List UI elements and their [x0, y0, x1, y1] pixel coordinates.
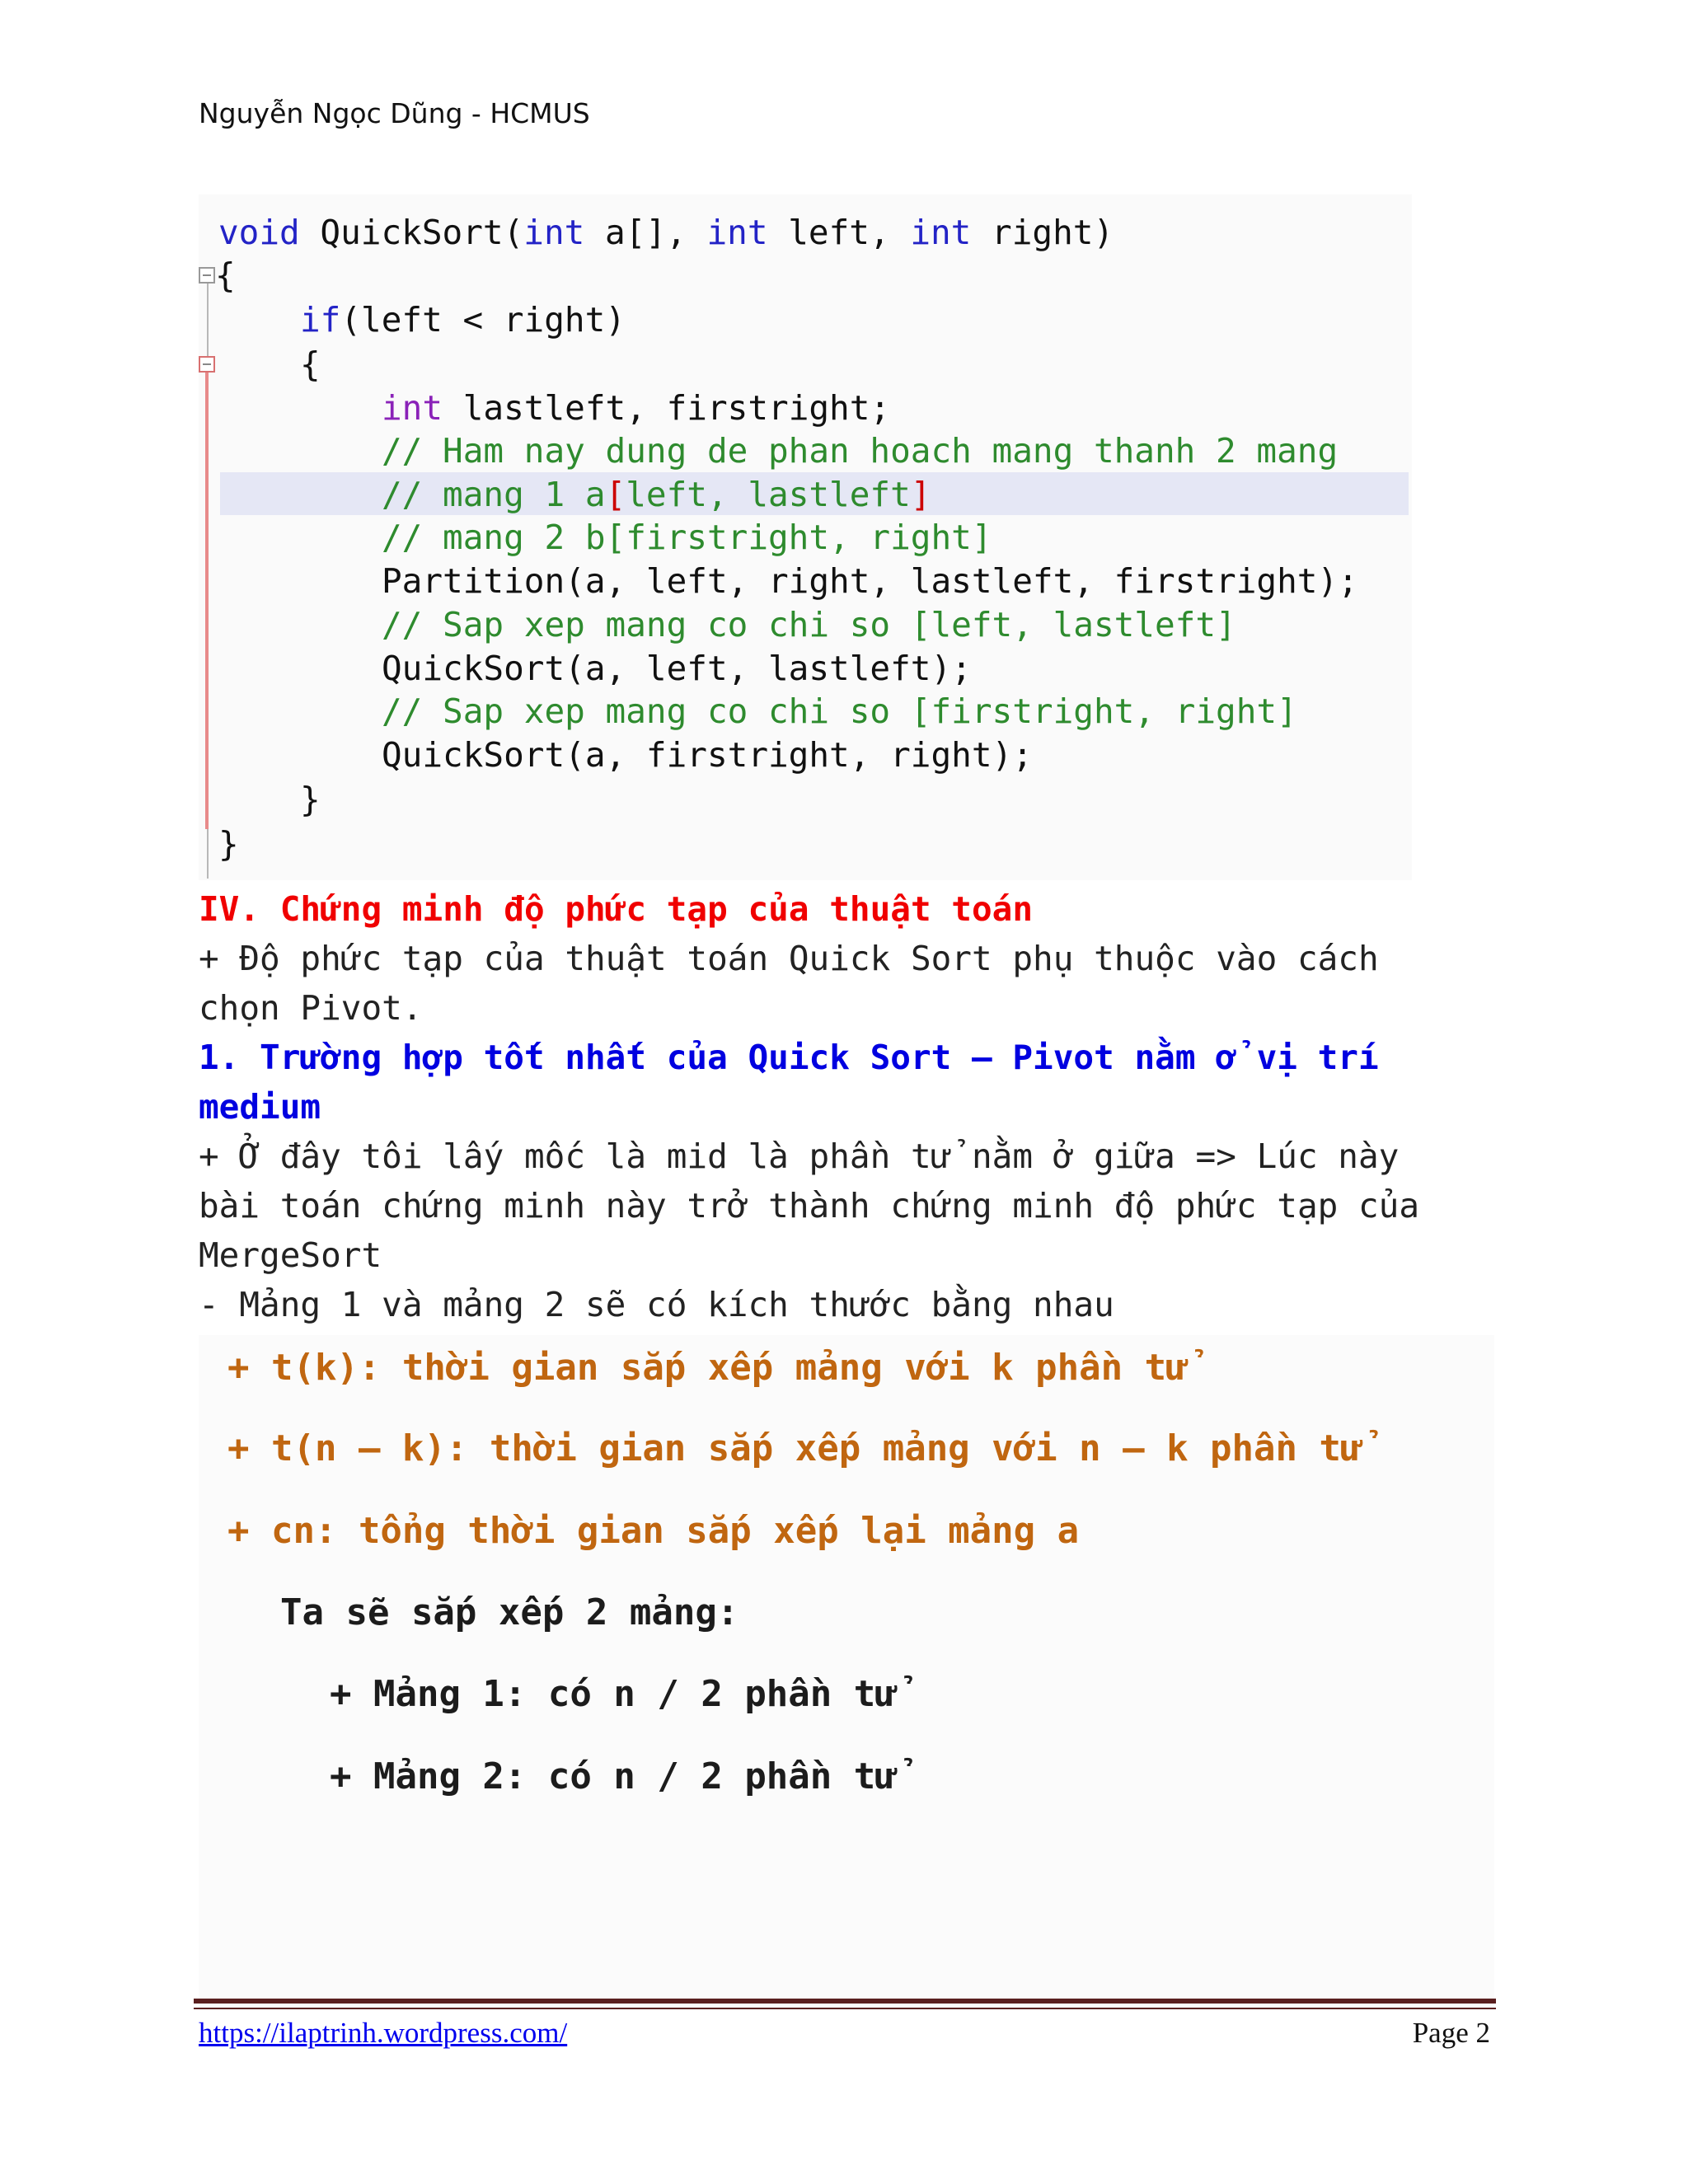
code-line-7: // mang 1 a[left, lastleft] [382, 475, 931, 514]
notes-line: Ta sẽ sắp xếp 2 mảng: [280, 1591, 739, 1633]
paragraph-line: bài toán chứng minh này trở thành chứng minh độ phức tạp của [199, 1186, 1420, 1226]
code-line-6: // Ham nay dung de phan hoach mang thanh 2 mang [382, 431, 1339, 471]
subsection-heading-1: 1. Trường hợp tốt nhất của Quick Sort – Pivot nằm ở vị trí [199, 1038, 1379, 1077]
embedded-notes-image [199, 1335, 1494, 2011]
code-line-11: QuickSort(a, left, lastleft); [382, 649, 972, 688]
fold-collapse-icon[interactable] [199, 356, 215, 373]
notes-line: + Mảng 2: có n / 2 phần tử [330, 1755, 898, 1797]
gutter-line [207, 829, 209, 879]
notes-line: + Mảng 1: có n / 2 phần tử [330, 1673, 898, 1715]
change-bar [205, 359, 209, 829]
footer-divider [194, 1999, 1496, 2004]
notes-line: + t(n – k): thời gian sắp xếp mảng với n – k phần tử [227, 1427, 1363, 1469]
code-line-2: { [215, 255, 236, 295]
fold-collapse-icon[interactable] [199, 267, 215, 284]
section-heading-iv: IV. Chứng minh độ phức tạp của thuật toán [199, 889, 1034, 929]
code-line-5: int lastleft, firstright; [382, 388, 891, 428]
code-line-8: // mang 2 b[firstright, right] [382, 518, 992, 557]
footer-divider [194, 2008, 1496, 2009]
code-line-15: } [218, 824, 239, 864]
paragraph-line: MergeSort [199, 1235, 382, 1275]
notes-line: + t(k): thời gian sắp xếp mảng với k phần tử [227, 1347, 1189, 1389]
code-line-12: // Sap xep mang co chi so [firstright, right] [382, 691, 1297, 731]
notes-line: + cn: tổng thời gian sắp xếp lại mảng a [227, 1510, 1080, 1552]
code-line-10: // Sap xep mang co chi so [left, lastleft] [382, 605, 1236, 644]
paragraph-line: chọn Pivot. [199, 988, 423, 1028]
code-screenshot [199, 194, 1412, 880]
subsection-heading-1-cont: medium [199, 1087, 321, 1127]
footer-website-link[interactable]: https://ilaptrinh.wordpress.com/ [199, 2017, 568, 2049]
paragraph-line: + Độ phức tạp của thuật toán Quick Sort phụ thuộc vào cách [199, 939, 1379, 978]
code-line-9: Partition(a, left, right, lastleft, firstright); [382, 561, 1358, 601]
paragraph-line: - Mảng 1 và mảng 2 sẽ có kích thước bằng nhau [199, 1285, 1114, 1324]
page-header: Nguyễn Ngọc Dũng - HCMUS [199, 97, 590, 129]
code-line-13: QuickSort(a, firstright, right); [382, 735, 1033, 775]
code-line-14: } [300, 780, 321, 819]
page-number: Page 2 [1412, 2017, 1490, 2049]
paragraph-line: + Ở đây tôi lấy mốc là mid là phần tử nằm ở giữa => Lúc này [199, 1137, 1400, 1176]
code-line-4: { [300, 344, 321, 384]
code-line-1: void QuickSort(int a[], int left, int right) [218, 213, 1114, 252]
code-line-3: if(left < right) [300, 300, 626, 340]
